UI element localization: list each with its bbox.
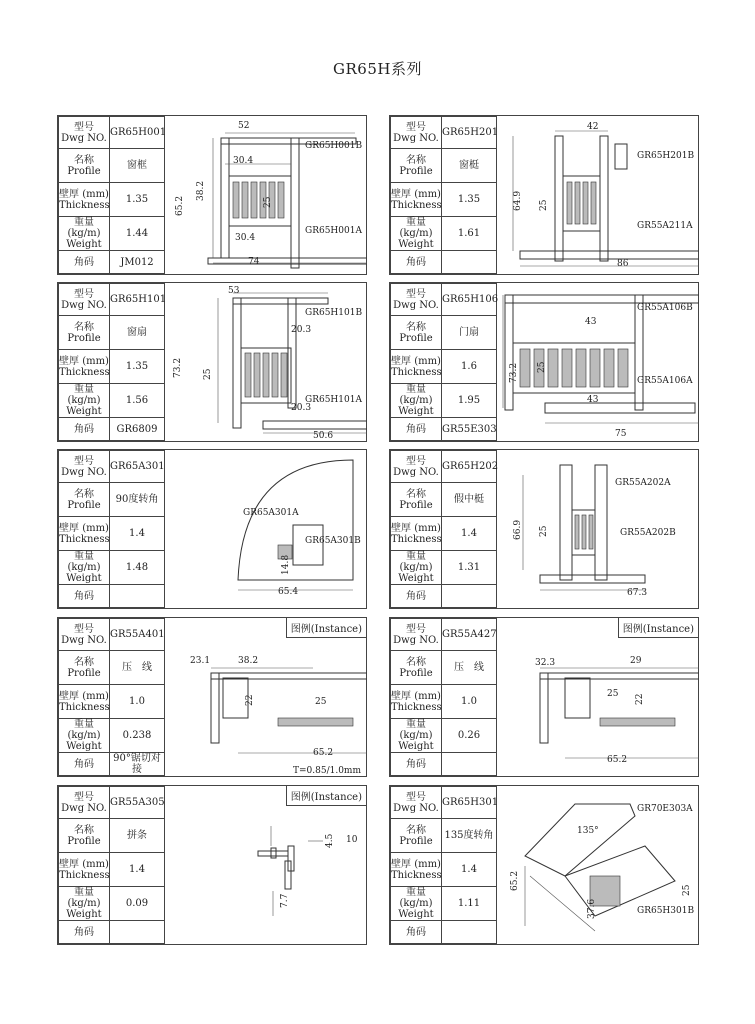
corner-value: 90°锯切对接	[110, 753, 165, 776]
dimension-label: 25	[682, 884, 692, 896]
profile-drawing	[495, 116, 699, 274]
dimension-label: 14.8	[281, 554, 291, 575]
part-number-label: GR65H201B	[637, 151, 695, 161]
part-number-label: GR55A202B	[620, 528, 676, 538]
dimension-label: 73.2	[509, 362, 519, 383]
weight-label: 重量 (kg/m) Weight	[391, 551, 442, 585]
profile-value: 窗框	[110, 149, 165, 183]
dimension-label: 23.1	[190, 656, 211, 666]
weight-label: 重量 (kg/m) Weight	[59, 217, 110, 251]
profile-card	[389, 282, 699, 442]
model-label: 型号 Dwg NO.	[391, 284, 442, 316]
drawing-area	[495, 450, 699, 608]
thickness-value: 1.35	[110, 183, 165, 217]
dimension-label: 25	[537, 361, 547, 373]
drawing-area	[163, 786, 367, 944]
thickness-value: 1.0	[442, 685, 497, 719]
corner-label: 角码	[59, 251, 110, 274]
dimension-label: 30.4	[235, 233, 256, 243]
weight-label: 重量 (kg/m) Weight	[59, 384, 110, 418]
dimension-label: 65.2	[175, 195, 185, 216]
model-value: GR65H001	[110, 117, 165, 149]
part-number-label: GR65H301B	[637, 906, 695, 916]
dimension-label: 50.6	[313, 431, 334, 441]
thickness-value: 1.4	[110, 853, 165, 887]
drawing-area	[163, 450, 367, 608]
instance-tag: 图例(Instance)	[618, 618, 698, 638]
thickness-value: 1.35	[110, 350, 165, 384]
profile-drawing	[163, 116, 367, 274]
corner-value: GR55E303	[442, 418, 497, 441]
model-value: GR55A305	[110, 787, 165, 819]
thickness-value: 1.4	[110, 517, 165, 551]
spec-table	[390, 283, 497, 441]
profile-value: 压 线	[442, 651, 497, 685]
weight-label: 重量 (kg/m) Weight	[391, 887, 442, 921]
dimension-label: 25	[203, 368, 213, 380]
thickness-label: 壁厚 (mm) Thickness	[391, 853, 442, 887]
thickness-label: 壁厚 (mm) Thickness	[391, 183, 442, 217]
part-number-label: GR55A106B	[637, 303, 693, 313]
corner-label: 角码	[391, 585, 442, 608]
dimension-label: 25	[539, 525, 549, 537]
profile-label: 名称 Profile	[59, 316, 110, 350]
dimension-label: 20.3	[291, 325, 312, 335]
instance-tag: 图例(Instance)	[286, 618, 366, 638]
profile-value: 压 线	[110, 651, 165, 685]
spec-table	[58, 283, 165, 441]
weight-value: 0.238	[110, 719, 165, 753]
profile-value: 窗扇	[110, 316, 165, 350]
dimension-label: 38.2	[238, 656, 259, 666]
profile-label: 名称 Profile	[59, 819, 110, 853]
weight-value: 1.56	[110, 384, 165, 418]
corner-label: 角码	[391, 921, 442, 944]
weight-value: 0.09	[110, 887, 165, 921]
corner-value	[442, 251, 497, 274]
thickness-label: 壁厚 (mm) Thickness	[59, 853, 110, 887]
profile-label: 名称 Profile	[59, 651, 110, 685]
profile-value: 窗梃	[442, 149, 497, 183]
drawing-area	[163, 116, 367, 274]
profile-drawing	[163, 283, 367, 441]
profile-label: 名称 Profile	[391, 149, 442, 183]
corner-label: 角码	[391, 753, 442, 776]
drawing-area	[495, 283, 699, 441]
thickness-value: 1.0	[110, 685, 165, 719]
dimension-label: 30.4	[233, 156, 254, 166]
dimension-label: 65.2	[313, 748, 334, 758]
profile-card	[57, 617, 367, 777]
weight-value: 1.11	[442, 887, 497, 921]
profile-drawing	[163, 450, 367, 608]
part-number-label: GR55A106A	[637, 376, 693, 386]
profile-value: 门扇	[442, 316, 497, 350]
profile-label: 名称 Profile	[391, 651, 442, 685]
profile-drawing	[495, 618, 699, 776]
corner-value	[110, 921, 165, 944]
dimension-label: 135°	[577, 826, 599, 836]
profile-label: 名称 Profile	[391, 316, 442, 350]
model-label: 型号 Dwg NO.	[391, 451, 442, 483]
weight-label: 重量 (kg/m) Weight	[391, 217, 442, 251]
weight-label: 重量 (kg/m) Weight	[59, 719, 110, 753]
dimension-label: 43	[585, 317, 597, 327]
dimension-label: 65.4	[278, 587, 299, 597]
profile-card	[389, 785, 699, 945]
model-value: GR65H201	[442, 117, 497, 149]
dimension-label: 66.9	[513, 519, 523, 540]
dimension-label: 37.6	[587, 898, 597, 919]
model-value: GR65H202	[442, 451, 497, 483]
dimension-label: 52	[238, 121, 250, 131]
profile-label: 名称 Profile	[391, 483, 442, 517]
drawing-area	[495, 786, 699, 944]
weight-value: 1.44	[110, 217, 165, 251]
corner-label: 角码	[59, 418, 110, 441]
corner-value	[442, 921, 497, 944]
thickness-label: 壁厚 (mm) Thickness	[59, 183, 110, 217]
model-value: GR65H301	[442, 787, 497, 819]
weight-value: 1.48	[110, 551, 165, 585]
dimension-label: 25	[315, 697, 327, 707]
thickness-label: 壁厚 (mm) Thickness	[391, 685, 442, 719]
dimension-label: 20.3	[291, 403, 312, 413]
model-label: 型号 Dwg NO.	[59, 451, 110, 483]
dimension-label: 25	[539, 199, 549, 211]
spec-table	[58, 786, 165, 944]
dimension-label: 75	[615, 429, 627, 439]
model-label: 型号 Dwg NO.	[59, 284, 110, 316]
model-value: GR55A427	[442, 619, 497, 651]
model-label: 型号 Dwg NO.	[59, 619, 110, 651]
profile-card	[57, 449, 367, 609]
dimension-label: 43	[587, 395, 599, 405]
profile-value: 假中梃	[442, 483, 497, 517]
dimension-label: 73.2	[173, 357, 183, 378]
profile-value: 90度转角	[110, 483, 165, 517]
dimension-label: 38.2	[196, 180, 206, 201]
thickness-label: 壁厚 (mm) Thickness	[391, 517, 442, 551]
part-number-label: GR65A301B	[305, 536, 361, 546]
dimension-label: 7.7	[280, 893, 290, 908]
spec-table	[390, 450, 497, 608]
weight-value: 1.61	[442, 217, 497, 251]
profile-card	[389, 449, 699, 609]
weight-label: 重量 (kg/m) Weight	[391, 384, 442, 418]
corner-value: GR6809	[110, 418, 165, 441]
dimension-label: 65.2	[607, 755, 628, 765]
spec-table	[390, 618, 497, 776]
weight-value: 1.31	[442, 551, 497, 585]
dimension-label: 25	[263, 196, 273, 208]
part-number-label: GR65H001B	[305, 141, 363, 151]
corner-label: 角码	[59, 753, 110, 776]
corner-label: 角码	[59, 585, 110, 608]
profile-card	[57, 785, 367, 945]
spec-table	[58, 450, 165, 608]
dimension-label: 74	[248, 257, 260, 267]
drawing-area	[495, 618, 699, 776]
corner-label: 角码	[59, 921, 110, 944]
spec-table	[390, 116, 497, 274]
part-number-label: GR55A211A	[637, 221, 693, 231]
profile-label: 名称 Profile	[59, 149, 110, 183]
weight-label: 重量 (kg/m) Weight	[59, 551, 110, 585]
drawing-area	[495, 116, 699, 274]
thickness-label: 壁厚 (mm) Thickness	[391, 350, 442, 384]
profile-drawing	[163, 786, 367, 944]
profile-card	[57, 282, 367, 442]
thickness-value: 1.4	[442, 517, 497, 551]
dimension-label: 67.3	[627, 588, 648, 598]
dimension-label: 10	[346, 835, 358, 845]
profile-label: 名称 Profile	[391, 819, 442, 853]
model-label: 型号 Dwg NO.	[391, 117, 442, 149]
thickness-label: 壁厚 (mm) Thickness	[59, 350, 110, 384]
dimension-label: 22	[245, 694, 255, 706]
page-title: GR65H系列	[333, 60, 422, 78]
dimension-label: 64.9	[513, 190, 523, 211]
dimension-label: 42	[587, 122, 599, 132]
spec-table	[58, 618, 165, 776]
weight-value: 1.95	[442, 384, 497, 418]
dimension-label: 25	[607, 689, 619, 699]
model-value: GR55A401	[110, 619, 165, 651]
profile-drawing	[163, 618, 367, 776]
model-value: GR65H106	[442, 284, 497, 316]
part-number-label: GR55A202A	[615, 478, 671, 488]
tolerance-note: T=0.85/1.0mm	[293, 766, 361, 776]
thickness-label: 壁厚 (mm) Thickness	[59, 685, 110, 719]
model-label: 型号 Dwg NO.	[59, 787, 110, 819]
corner-value	[442, 585, 497, 608]
model-value: GR65H101	[110, 284, 165, 316]
thickness-value: 1.4	[442, 853, 497, 887]
thickness-value: 1.35	[442, 183, 497, 217]
dimension-label: 65.2	[510, 870, 520, 891]
instance-tag: 图例(Instance)	[286, 786, 366, 806]
model-value: GR65A301	[110, 451, 165, 483]
model-label: 型号 Dwg NO.	[59, 117, 110, 149]
part-number-label: GR65H101A	[305, 395, 362, 405]
profile-value: 135度转角	[442, 819, 497, 853]
corner-label: 角码	[391, 418, 442, 441]
profile-card	[389, 617, 699, 777]
spec-table	[58, 116, 165, 274]
profile-card	[57, 115, 367, 275]
part-number-label: GR70E303A	[637, 804, 693, 814]
part-number-label: GR65H001A	[305, 226, 362, 236]
dimension-label: 29	[630, 656, 642, 666]
part-number-label: GR65A301A	[243, 508, 299, 518]
weight-label: 重量 (kg/m) Weight	[59, 887, 110, 921]
dimension-label: 32.3	[535, 658, 556, 668]
dimension-label: 4.5	[325, 833, 335, 848]
dimension-label: 22	[635, 693, 645, 705]
thickness-value: 1.6	[442, 350, 497, 384]
model-label: 型号 Dwg NO.	[391, 619, 442, 651]
model-label: 型号 Dwg NO.	[391, 787, 442, 819]
spec-table	[390, 786, 497, 944]
weight-value: 0.26	[442, 719, 497, 753]
profile-label: 名称 Profile	[59, 483, 110, 517]
corner-value	[442, 753, 497, 776]
thickness-label: 壁厚 (mm) Thickness	[59, 517, 110, 551]
corner-label: 角码	[391, 251, 442, 274]
part-number-label: GR65H101B	[305, 308, 363, 318]
corner-value	[110, 585, 165, 608]
corner-value: JM012	[110, 251, 165, 274]
drawing-area	[163, 618, 367, 776]
profile-card	[389, 115, 699, 275]
profile-value: 拼条	[110, 819, 165, 853]
weight-label: 重量 (kg/m) Weight	[391, 719, 442, 753]
drawing-area	[163, 283, 367, 441]
dimension-label: 86	[617, 259, 629, 269]
dimension-label: 53	[228, 286, 240, 296]
